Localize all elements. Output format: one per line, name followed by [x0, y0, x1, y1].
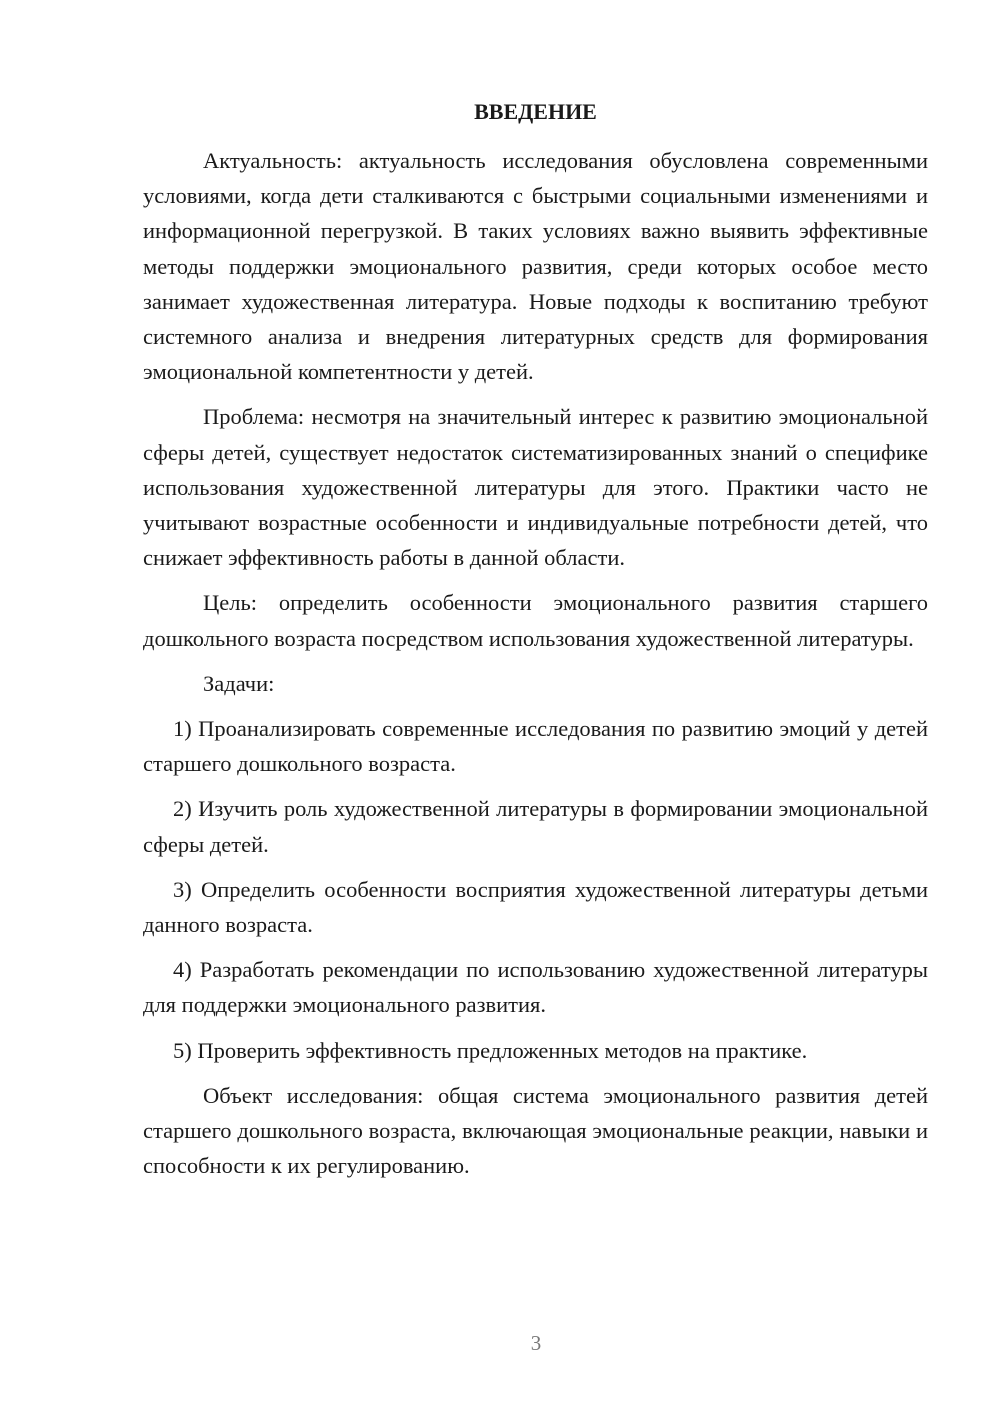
- task-item: 2) Изучить роль художественной литературы в формировании эмоциональной сферы детей.: [143, 796, 928, 857]
- section-title: ВВЕДЕНИЕ: [474, 99, 597, 124]
- paragraph-relevance: Актуальность: актуальность исследования обусловлена современными условиями, когда дети сталкиваются с быстрыми социальными изменениями и информационной перегрузкой. В таких условиях важно выявить эффективные методы поддержки эмоционального развития, среди которых особое место занимает художественная литература. Новые подходы к воспитанию требуют системного анализа и внедрения литературных средств для формирования эмоциональной компетентности у детей.: [143, 148, 928, 385]
- task-item: 5) Проверить эффективность предложенных методов на практике.: [173, 1037, 808, 1063]
- paragraph-goal: Цель: определить особенности эмоционального развития старшего дошкольного возраста посредством использования художественной литературы.: [143, 590, 928, 651]
- tasks-heading: Задачи:: [203, 670, 275, 696]
- paragraph-object: Объект исследования: общая система эмоционального развития детей старшего дошкольного возраста, включающая эмоциональные реакции, навыки и способности к их регулированию.: [143, 1082, 928, 1179]
- page-content: [143, 94, 928, 1193]
- page-number: 3: [530, 1331, 542, 1355]
- task-item: 1) Проанализировать современные исследования по развитию эмоций у детей старшего дошкольного возраста.: [143, 716, 928, 777]
- task-item: 3) Определить особенности восприятия художественной литературы детьми данного возраста.: [143, 876, 928, 938]
- paragraph-problem: Проблема: несмотря на значительный интерес к развитию эмоциональной сферы детей, существует недостаток систематизированных знаний о специфике использования художественной литературы для этого. Практики часто не учитывают возрастные особенности и индивидуальные потребности детей, что снижает эффективность работы в данной области.: [143, 404, 928, 571]
- task-item: 4) Разработать рекомендации по использованию художественной литературы для поддержки эмоционального развития.: [143, 957, 928, 1018]
